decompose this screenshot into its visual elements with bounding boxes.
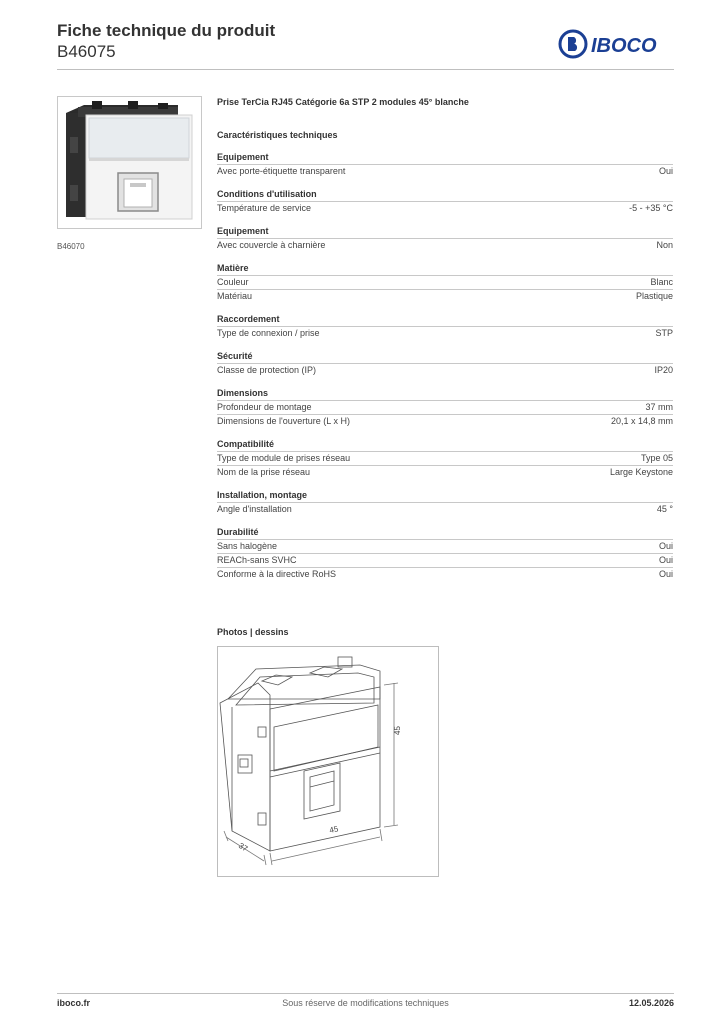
spec-label: Nom de la prise réseau (217, 467, 311, 477)
drawings-heading: Photos | dessins (217, 627, 289, 637)
spec-row (217, 289, 673, 303)
spec-value: Plastique (635, 291, 673, 301)
spec-value: Oui (658, 166, 673, 176)
spec-section-title: Compatibilité (217, 439, 275, 449)
spec-value: Oui (658, 541, 673, 551)
footer-website[interactable]: iboco.fr (57, 998, 90, 1008)
spec-row (217, 502, 673, 516)
spec-section (217, 150, 673, 178)
spec-section (217, 437, 673, 479)
specification-sections (217, 150, 673, 581)
spec-row (217, 238, 673, 252)
spec-section (217, 187, 673, 215)
dimension-height-label: 45 (393, 726, 402, 735)
spec-section (217, 261, 673, 303)
spec-section (217, 386, 673, 428)
spec-section-title: Equipement (217, 226, 269, 236)
technical-drawing (217, 646, 439, 877)
spec-value: Blanc (650, 277, 673, 287)
spec-label: Température de service (217, 203, 312, 213)
spec-value: 20,1 x 14,8 mm (610, 416, 673, 426)
spec-section-title: Conditions d'utilisation (217, 189, 317, 199)
spec-value: 45 ° (656, 504, 673, 514)
spec-row (217, 164, 673, 178)
spec-section-title: Equipement (217, 152, 269, 162)
dimension-drawing (218, 647, 438, 876)
spec-row (217, 326, 673, 340)
page-title: Fiche technique du produit (57, 21, 276, 40)
spec-value: -5 - +35 °C (629, 203, 673, 213)
header-divider (57, 69, 674, 70)
spec-section-title: Durabilité (217, 527, 259, 537)
spec-row (217, 363, 673, 377)
spec-label: Type de module de prises réseau (217, 453, 351, 463)
logo-text: IBOCO (591, 35, 657, 57)
footer-notice: Sous réserve de modifications techniques (282, 998, 449, 1008)
footer-date: 12.05.2026 (628, 998, 674, 1008)
spec-label: Classe de protection (IP) (217, 365, 317, 375)
spec-label: Matériau (217, 291, 253, 301)
spec-label: Profondeur de montage (217, 402, 312, 412)
spec-section (217, 349, 673, 377)
product-reference: B46075 (57, 42, 116, 61)
page-header (57, 20, 674, 70)
spec-section-title: Raccordement (217, 314, 280, 324)
spec-section (217, 224, 673, 252)
spec-value: Type 05 (640, 453, 673, 463)
page-footer (57, 998, 674, 1012)
footer-divider (57, 993, 674, 994)
spec-row (217, 201, 673, 215)
spec-label: Type de connexion / prise (217, 328, 320, 338)
spec-section-title: Installation, montage (217, 490, 308, 500)
spec-section (217, 312, 673, 340)
spec-row (217, 414, 673, 428)
spec-row (217, 567, 673, 581)
spec-value: Non (656, 240, 673, 250)
photo-caption: B46070 (57, 242, 85, 251)
spec-section (217, 525, 673, 581)
spec-value: IP20 (654, 365, 673, 375)
spec-value: 37 mm (645, 402, 673, 412)
spec-section-title: Matière (217, 263, 249, 273)
spec-label: Avec porte-étiquette transparent (217, 166, 346, 176)
keystone-module-image (58, 97, 201, 228)
spec-label: Conforme à la directive RoHS (217, 569, 337, 579)
dimension-width-label: 45 (328, 824, 340, 835)
dimension-depth-label: 37 (236, 841, 250, 854)
spec-row (217, 275, 673, 289)
spec-row (217, 553, 673, 567)
product-name: Prise TerCia RJ45 Catégorie 6a STP 2 modules 45° blanche (217, 97, 469, 107)
spec-section-title: Sécurité (217, 351, 253, 361)
spec-label: Couleur (217, 277, 249, 287)
spec-row (217, 400, 673, 414)
spec-value: Oui (658, 569, 673, 579)
specifications-panel (217, 96, 673, 590)
product-photo (57, 96, 202, 229)
spec-row (217, 465, 673, 479)
spec-label: Sans halogène (217, 541, 278, 551)
spec-value: STP (655, 328, 673, 338)
spec-section-title: Dimensions (217, 388, 269, 398)
spec-value: Oui (658, 555, 673, 565)
spec-section (217, 488, 673, 516)
spec-label: Avec couvercle à charnière (217, 240, 326, 250)
spec-label: Dimensions de l'ouverture (L x H) (217, 416, 350, 426)
specifications-heading: Caractéristiques techniques (217, 130, 338, 140)
spec-row (217, 451, 673, 465)
spec-row (217, 539, 673, 553)
brand-logo (558, 29, 674, 59)
spec-label: REACh-sans SVHC (217, 555, 297, 565)
spec-value: Large Keystone (609, 467, 673, 477)
spec-label: Angle d'installation (217, 504, 292, 514)
